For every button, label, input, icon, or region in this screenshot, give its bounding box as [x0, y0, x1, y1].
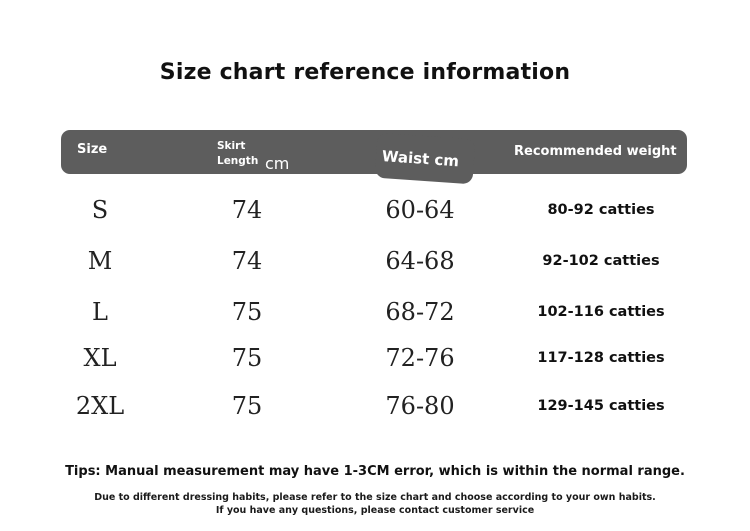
cell-waist: 64-68 [385, 247, 455, 275]
cell-length: 75 [231, 344, 263, 372]
cell-length: 75 [231, 392, 263, 420]
header-size: Size [77, 142, 108, 157]
cell-weight: 117-128 catties [537, 350, 665, 366]
header-waist: Waist cm [381, 147, 460, 171]
cell-length: 75 [231, 298, 263, 326]
cell-size: S [91, 196, 109, 224]
cell-size: M [87, 247, 113, 275]
cell-weight: 102-116 catties [537, 304, 665, 320]
note-line-1: Due to different dressing habits, please refer to the size chart and choose according to your own habits. [94, 492, 656, 503]
header-skirt-line2: Length [217, 155, 259, 167]
tips-text: Tips: Manual measurement may have 1-3CM error, which is within the normal range. [65, 464, 685, 479]
cell-length: 74 [231, 196, 263, 224]
header-skirt-line1: Skirt [217, 140, 246, 152]
cell-length: 74 [231, 247, 263, 275]
cell-size: 2XL [75, 392, 125, 420]
table-row [0, 344, 750, 384]
cell-waist: 68-72 [385, 298, 455, 326]
table-row [0, 196, 750, 236]
cell-size: XL [83, 344, 117, 372]
table-row [0, 298, 750, 338]
cell-weight: 80-92 catties [547, 202, 655, 218]
header-skirt-length [217, 139, 258, 169]
cell-weight: 129-145 catties [537, 398, 665, 414]
cell-waist: 60-64 [385, 196, 455, 224]
cell-waist: 76-80 [385, 392, 455, 420]
cell-waist: 72-76 [385, 344, 455, 372]
note-line-2: If you have any questions, please contact customer service [215, 505, 535, 516]
header-skirt-unit: cm [265, 154, 290, 173]
cell-size: L [92, 298, 108, 326]
cell-weight: 92-102 catties [542, 253, 660, 269]
header-weight: Recommended weight [514, 144, 677, 159]
table-row [0, 392, 750, 432]
table-row [0, 247, 750, 287]
page-title: Size chart reference information [159, 60, 571, 85]
